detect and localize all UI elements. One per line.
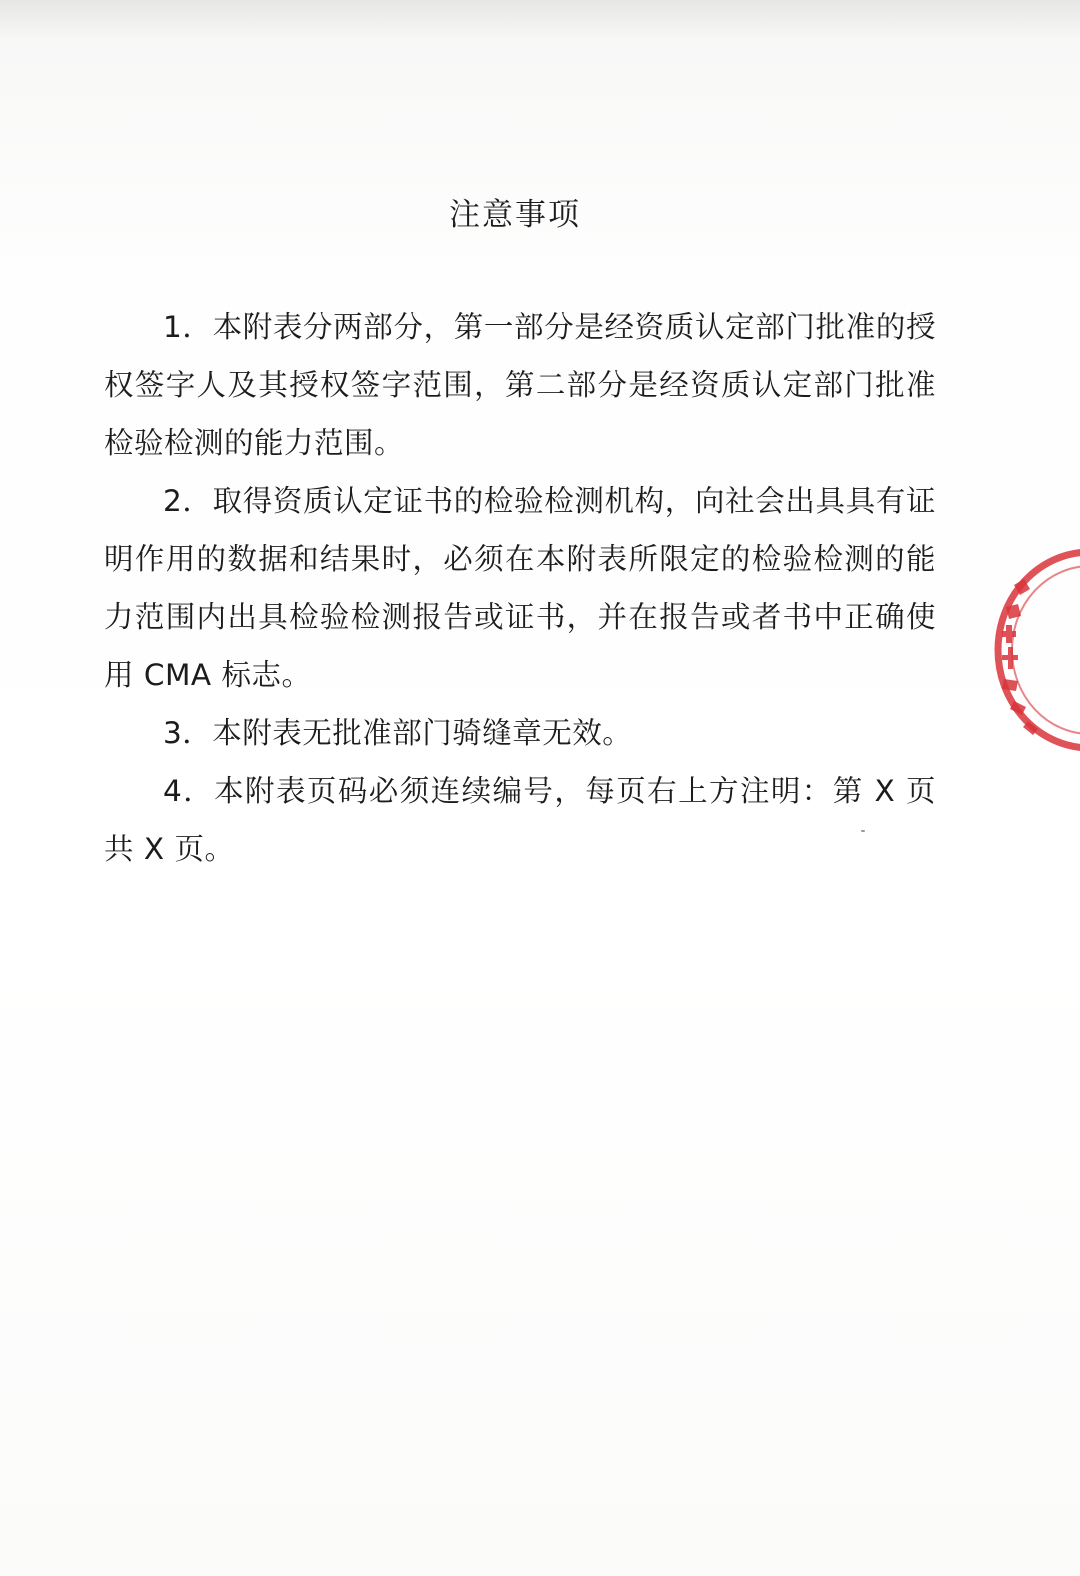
notice-item-3: 3．本附表无批准部门骑缝章无效。 [163,716,633,750]
notice-item-1: 1．本附表分两部分，第一部分是经资质认定部门批准的授权签字人及其授权签字范围，第二部分是经资质认定部门批准检验检测的能力范围。 [104,310,936,460]
scan-speck [861,830,865,832]
page-title: 注意事项 [449,197,581,233]
notice-body [104,298,936,878]
scan-shadow [0,0,1080,40]
red-seal-stamp-icon [980,545,1080,755]
notice-item-4: 4．本附表页码必须连续编号，每页右上方注明：第 X 页共 X 页。 [104,774,936,866]
notice-item-2: 2．取得资质认定证书的检验检测机构，向社会出具具有证明作用的数据和结果时，必须在本附表所限定的检验检测的能力范围内出具检验检测报告或证书，并在报告或者书中正确使用 CMA 标志。 [104,484,936,692]
